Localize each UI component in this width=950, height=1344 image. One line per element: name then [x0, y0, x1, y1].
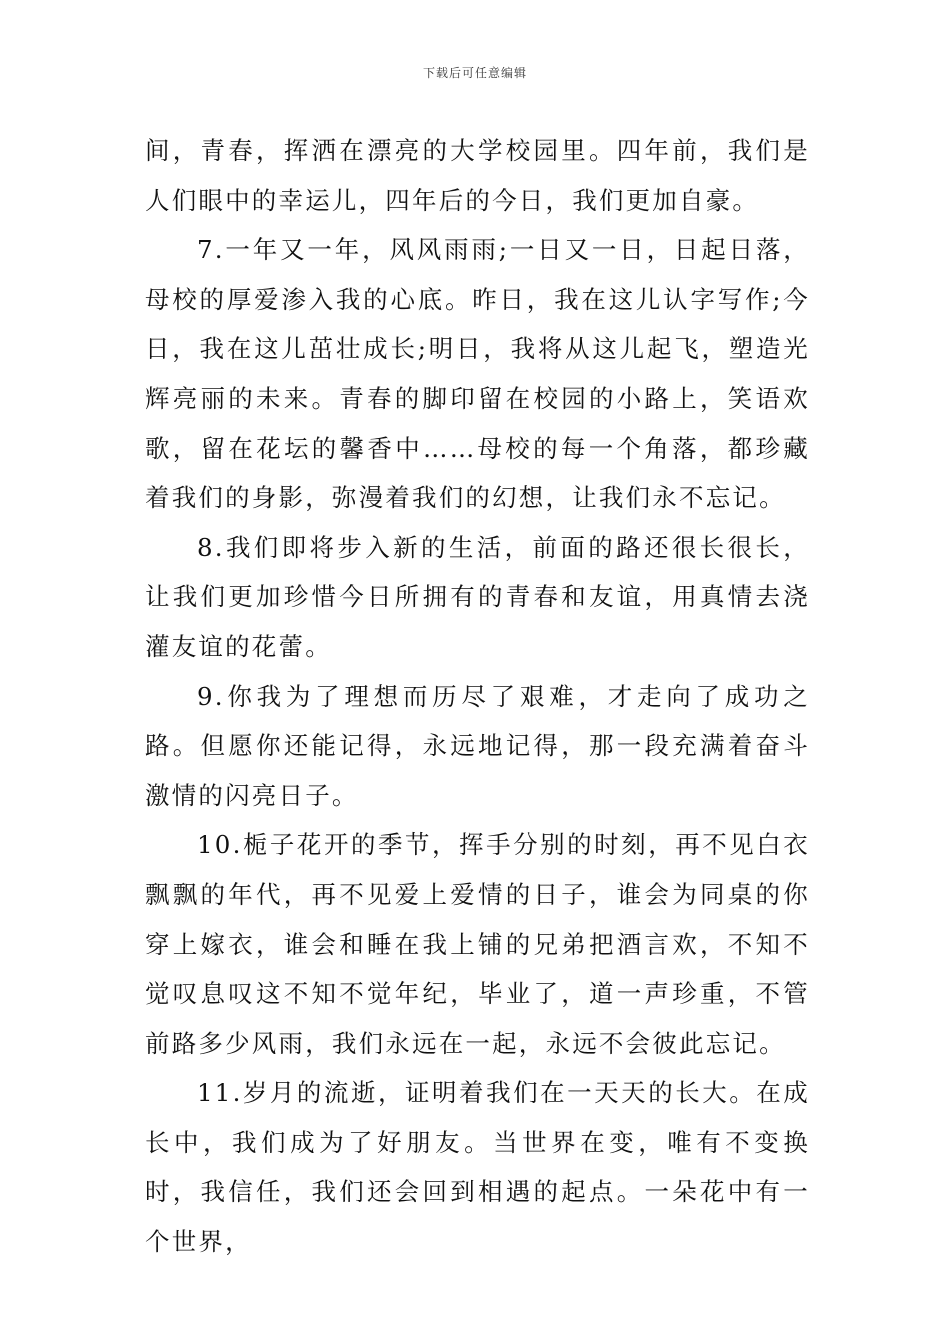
paragraph-item-8: 8.我们即将步入新的生活，前面的路还很长很长，让我们更加珍惜今日所拥有的青春和友谊，用真情去浇灌友谊的花蕾。 [145, 532, 810, 661]
paragraph-item-9: 9.你我为了理想而历尽了艰难，才走向了成功之路。但愿你还能记得，永远地记得，那一段充满着奋斗激情的闪亮日子。 [145, 681, 810, 810]
page-header: 下载后可任意编辑 [422, 66, 527, 80]
paragraph-continuation: 间，青春，挥洒在漂亮的大学校园里。四年前，我们是人们眼中的幸运儿，四年后的今日，我们更加自豪。 [145, 136, 810, 215]
paragraph-item-11: 11.岁月的流逝，证明着我们在一天天的长大。在成长中，我们成为了好朋友。当世界在变，唯有不变换时，我信任，我们还会回到相遇的起点。一朵花中有一个世界， [145, 1078, 810, 1257]
paragraph-item-10: 10.栀子花开的季节，挥手分别的时刻，再不见白衣飘飘的年代，再不见爱上爱情的日子，谁会为同桌的你穿上嫁衣，谁会和睡在我上铺的兄弟把酒言欢，不知不觉叹息叹这不知不觉年纪，毕业了，道一声珍重，不管前路多少风雨，我们永远在一起，永远不会彼此忘记。 [145, 830, 810, 1058]
paragraph-item-7: 7.一年又一年，风风雨雨;一日又一日，日起日落，母校的厚爱渗入我的心底。昨日，我在这儿认字写作;今日，我在这儿茁壮成长;明日，我将从这儿起飞，塑造光辉亮丽的未来。青春的脚印留在校园的小路上，笑语欢歌，留在花坛的馨香中……母校的每一个角落，都珍藏着我们的身影，弥漫着我们的幻想，让我们永不忘记。 [145, 235, 810, 513]
document-body [145, 126, 810, 1267]
